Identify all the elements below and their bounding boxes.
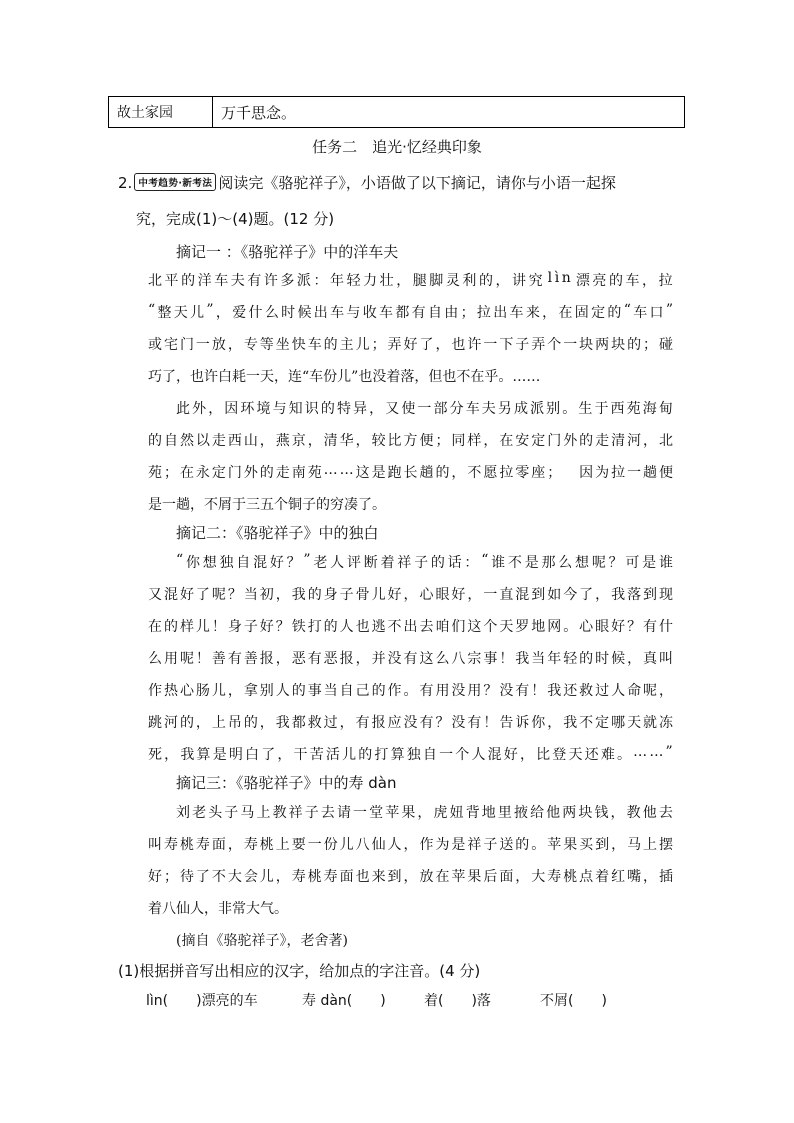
excerpt1-line: “ 整 天 儿 ” ， 爱 什 么 时 候 出 车 与 收 车 都 有 自 由 ； 拉 出 车 来 ， 在 固 定 的 “ 车 口 ” xyxy=(148,302,673,321)
task-title: 任务二 追光·忆经典印象 xyxy=(312,138,482,156)
excerpt1-line: 巧了，也许白耗一天，连“车份儿”也没着落，但也不在乎。…… xyxy=(148,369,541,385)
excerpt3-heading: 摘记三：《骆驼祥子》中的寿 dàn xyxy=(176,774,397,792)
excerpt1-line: 苑 ； 在 永 定 门 外 的 走 南 苑 … … 这 是 跑 长 趟 的 ， 不 愿 拉 零 座 ； 因 为 拉 一 趟 便 xyxy=(148,462,673,481)
excerpt2-line: “ 你 想 独 自 混 好 ？ ” 老 人 评 断 着 祥 子 的 话 ： “ 谁 不 是 那 么 想 呢 ？ 可 是 谁 xyxy=(176,552,673,571)
excerpt2-line: 跳 河 的 ， 上 吊 的 ， 我 都 救 过 ， 有 报 应 没 有 ？ 没 有 ！ 告 诉 你 ， 我 不 定 哪 天 就 冻 xyxy=(148,715,673,731)
answer-blank: 着( )落 xyxy=(424,993,491,1009)
table-cell-right: 万千思念。 xyxy=(221,103,297,122)
excerpt1-line: 是一趟，不屑于三五个铜子的穷凑了。 xyxy=(148,497,386,513)
excerpt2-line: 么 用 呢 ！ 善 有 善 报 ， 恶 有 恶 报 ， 并 没 有 这 么 八 宗 事 ！ 我 当 年 轻 的 时 候 ， 真 叫 xyxy=(148,651,673,667)
table-cell-left: 故土家园 xyxy=(109,97,213,127)
question-number: 2. xyxy=(118,174,133,192)
excerpt3-line: 叫 寿 桃 寿 面 ， 寿 桃 上 要 一 份 儿 八 仙 人 ， 作 为 是 祥 子 送 的 。 苹 果 买 到 ， 马 上 摆 xyxy=(148,837,673,853)
question-line-2: 究，完成(1)～(4)题。(12 分) xyxy=(136,210,335,228)
answer-blank: 不屑( ) xyxy=(540,993,607,1009)
new-exam-badge: 中考趋势·新考法 xyxy=(134,173,216,191)
excerpt1-line: 的 自 然 以 走 西 山 ， 燕 京 ， 清 华 ， 较 比 方 便 ； 同 样 ， 在 安 定 门 外 的 走 清 河 ， 北 xyxy=(148,433,673,449)
excerpt2-heading: 摘记二：《骆驼祥子》中的独白 xyxy=(176,524,379,542)
excerpt1-line: 此 外 ， 因 环 境 与 知 识 的 特 异 ， 又 使 一 部 分 车 夫 另 成 派 别 。 生 于 西 苑 海 甸 xyxy=(176,401,673,417)
excerpt2-line: 死 ， 我 算 是 明 白 了 ， 干 苦 活 儿 的 打 算 独 自 一 个 人 混 好 ， 比 登 天 还 难 。 … … ” xyxy=(148,744,673,763)
question-text-1: 阅读完《骆驼祥子》，小语做了以下摘记，请你与小语一起探 xyxy=(218,174,616,192)
answer-blank: lìn( )漂亮的车 xyxy=(146,993,258,1009)
source-citation: (摘自《骆驼祥子》，老舍著) xyxy=(176,933,348,949)
excerpt3-line: 好 ； 待 了 不 大 会 儿 ， 寿 桃 寿 面 也 来 到 ， 放 在 苹 果 后 面 ， 大 寿 桃 点 着 红 嘴 ， 插 xyxy=(148,869,673,885)
excerpt1-line: 北 平 的 洋 车 夫 有 许 多 派 ： 年 轻 力 壮 ， 腿 脚 灵 利 的 ， 讲 究 l ì n 漂 亮 的 车 ， 拉 xyxy=(148,270,673,289)
excerpt3-line: 刘 老 头 子 马 上 教 祥 子 去 请 一 堂 苹 果 ， 虎 妞 背 地 里 掖 给 他 两 块 钱 ， 教 他 去 xyxy=(176,805,673,821)
excerpt2-line: 作 热 心 肠 儿 ， 拿 别 人 的 事 当 自 己 的 作 。 有 用 没 用 ？ 没 有 ！ 我 还 救 过 人 命 呢 ， xyxy=(148,683,673,699)
answer-blank: 寿 dàn( ) xyxy=(302,993,386,1009)
excerpt1-line: 或 宅 门 一 放 ， 专 等 坐 快 车 的 主 儿 ； 弄 好 了 ， 也 许 一 下 子 弄 个 一 块 两 块 的 ； 碰 xyxy=(148,337,673,353)
sub-question-1: (1)根据拼音写出相应的汉字，给加点的字注音。(4 分) xyxy=(118,962,481,980)
question-line-1 xyxy=(118,172,616,193)
vocab-table-row xyxy=(108,96,685,128)
excerpt2-line: 在 的 样 儿 ！ 身 子 好 ？ 铁 打 的 人 也 逃 不 出 去 咱 们 这 个 天 罗 地 网 。 心 眼 好 ？ 有 什 xyxy=(148,619,673,635)
excerpt3-line: 着八仙人，非常大气。 xyxy=(148,901,288,917)
excerpt1-heading: 摘记一 ：《骆驼祥子》中的洋车夫 xyxy=(176,243,399,261)
excerpt2-line: 又 混 好 了 呢 ？ 当 初 ， 我 的 身 子 骨 儿 好 ， 心 眼 好 ， 一 直 混 到 如 今 了 ， 我 落 到 现 xyxy=(148,587,673,603)
